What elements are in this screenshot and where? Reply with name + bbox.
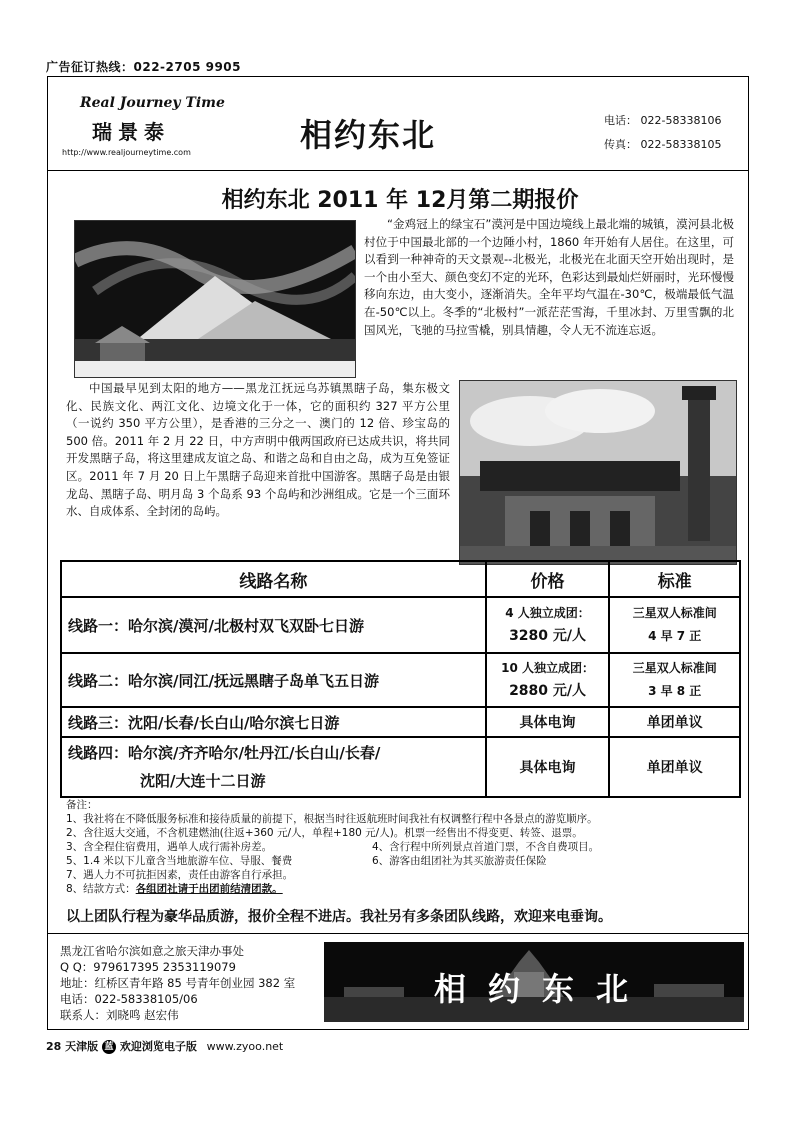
route-name-line2: 沈阳/大连十二日游 bbox=[140, 772, 266, 790]
route-standard bbox=[609, 597, 740, 653]
table-row bbox=[61, 653, 740, 707]
banner-image bbox=[324, 942, 744, 1022]
banner-text: 相约东北 bbox=[434, 970, 651, 1008]
note-item: 2、含往返大交通，不含机建燃油(往返+360 元/人，单程+180 元/人)。机票一经售出不得变更、转签、退票。 bbox=[66, 827, 583, 839]
notes-title: 备注： bbox=[66, 799, 98, 811]
office-qq: Q Q：979617395 2353119079 bbox=[60, 960, 236, 974]
note-item: 3、含全程住宿费用，遇单人成行需补房差。 bbox=[66, 841, 273, 853]
office-info bbox=[60, 943, 295, 1023]
table-row bbox=[61, 737, 740, 797]
note-item: 7、遇人力不可抗拒因素，责任由游客自行承担。 bbox=[66, 869, 294, 881]
note-item: 5、1.4 米以下儿童含当地旅游车位、导服、餐费 bbox=[66, 855, 293, 867]
routes-table bbox=[60, 560, 741, 798]
note-item: 4、含行程中所列景点首道门票，不含自费项目。 bbox=[372, 841, 600, 853]
building-image bbox=[459, 380, 737, 565]
route-standard: 单团单议 bbox=[609, 707, 740, 737]
route-name: 线路一：哈尔滨/漠河/北极村双飞双卧七日游 bbox=[61, 597, 486, 653]
standard-room: 三星双人标准间 bbox=[632, 661, 717, 675]
header-title: 相约东北 bbox=[300, 116, 437, 154]
page-footer bbox=[46, 1038, 283, 1054]
page-number: 28 天津版 bbox=[46, 1040, 99, 1053]
badge-icon: 蓝 bbox=[102, 1040, 116, 1054]
footer-url[interactable]: www.zyoo.net bbox=[206, 1040, 284, 1053]
intro-heixiazi: 中国最早见到太阳的地方——黑龙江抚远乌苏镇黑瞎子岛，集东极文化、民族文化、两江文化、边境文化于一体，它的面积约 327 平方公里（一说约 350 平方公里），是香港的三分之一、澳门的 12 倍、珍宝岛的 500 倍。2011 年 2 月 22 日，中方声明中俄两国政府已达成共识，将共同开发黑瞎子岛，将这里建成友谊之岛、和谐之岛和自由之岛，成为互免签证区。2011 年 7 月 20 日上午黑瞎子岛迎来首批中国游客。黑瞎子岛是由银龙岛、黑瞎子岛、明月岛 3 个岛系 93 个岛屿和沙洲组成。它是一个三面环水、自成体系、全封闭的岛屿。 bbox=[66, 381, 450, 519]
table-row bbox=[61, 707, 740, 737]
logo-english: Real Journey Time bbox=[80, 95, 225, 111]
route-name: 线路三：沈阳/长春/长白山/哈尔滨七日游 bbox=[61, 707, 486, 737]
header-fax: 传真： 022-58338105 bbox=[604, 138, 722, 151]
standard-room: 三星双人标准间 bbox=[632, 606, 717, 620]
ad-hotline: 广告征订热线：022-2705 9905 bbox=[46, 60, 242, 74]
header-divider bbox=[47, 170, 749, 171]
office-address: 地址：红桥区青年路 85 号青年创业园 382 室 bbox=[60, 976, 296, 990]
logo-chinese: 瑞景泰 bbox=[92, 120, 170, 144]
price-amount: 2880 元/人 bbox=[509, 683, 587, 699]
slogan: 以上团队行程为豪华品质游，报价全程不进店。我社另有多条团队线路，欢迎来电垂询。 bbox=[66, 909, 612, 925]
standard-meals: 4 早 7 正 bbox=[648, 629, 702, 643]
route-name: 线路二：哈尔滨/同江/抚远黑瞎子岛单飞五日游 bbox=[61, 653, 486, 707]
aurora-image bbox=[74, 220, 356, 378]
header-route: 线路名称 bbox=[61, 561, 486, 597]
intro-mohe: “金鸡冠上的绿宝石”漠河是中国边境线上最北端的城镇，漠河县北极村位于中国最北部的一个边陲小村，1860 年开始有人居住。在这里，可以看到一种神奇的天文景观--北极光，北极光在北面天空开始出现时，是一个由小至大、颜色变幻不定的光环，色彩达到最灿烂妍丽时，光环慢慢移向东边，由大变小，逐渐消失。全年平均气温在-30℃，极端最低气温在-50℃以上。冬季的“北极村”一派茫茫雪海，千里冰封、万里雪飘的北国风光，飞驰的马拉雪橇，别具情趣，令人无不流连忘返。 bbox=[364, 217, 734, 337]
main-title: 相约东北 2011 年 12月第二期报价 bbox=[221, 188, 579, 213]
note-item: 1、我社将在不降低服务标准和接待质量的前提下，根据当时往返航班时间我社有权调整行程中各景点的游览顺序。 bbox=[66, 813, 598, 825]
route-price bbox=[486, 653, 610, 707]
table-header-row bbox=[61, 561, 740, 597]
notes-section bbox=[66, 798, 746, 896]
table-row bbox=[61, 597, 740, 653]
route-name bbox=[61, 737, 486, 797]
route-standard: 单团单议 bbox=[609, 737, 740, 797]
logo-url[interactable]: http://www.realjourneytime.com bbox=[62, 148, 191, 157]
office-phone: 电话：022-58338105/06 bbox=[60, 992, 198, 1006]
office-contacts: 联系人：刘晓鸣 赵宏伟 bbox=[60, 1008, 179, 1022]
footer-divider bbox=[47, 933, 749, 934]
route-standard bbox=[609, 653, 740, 707]
note-item: 8、结款方式： bbox=[66, 883, 136, 895]
price-amount: 3280 元/人 bbox=[509, 628, 587, 644]
route-price: 具体电询 bbox=[486, 737, 610, 797]
note-payment: 各组团社请于出团前结清团款。 bbox=[135, 883, 283, 895]
route-price bbox=[486, 597, 610, 653]
price-group: 10 人独立成团： bbox=[501, 661, 594, 675]
footer-text: 欢迎浏览电子版 bbox=[119, 1040, 197, 1053]
header-price: 价格 bbox=[486, 561, 610, 597]
route-price: 具体电询 bbox=[486, 707, 610, 737]
header-standard: 标准 bbox=[609, 561, 740, 597]
route-name-line1: 线路四：哈尔滨/齐齐哈尔/牡丹江/长白山/长春/ bbox=[68, 744, 381, 762]
header-phone: 电话： 022-58338106 bbox=[604, 114, 722, 127]
standard-meals: 3 早 8 正 bbox=[648, 684, 702, 698]
note-item: 6、游客由组团社为其买旅游责任保险 bbox=[372, 855, 547, 867]
office-name: 黑龙江省哈尔滨如意之旅天津办事处 bbox=[60, 944, 244, 958]
price-group: 4 人独立成团： bbox=[505, 606, 590, 620]
